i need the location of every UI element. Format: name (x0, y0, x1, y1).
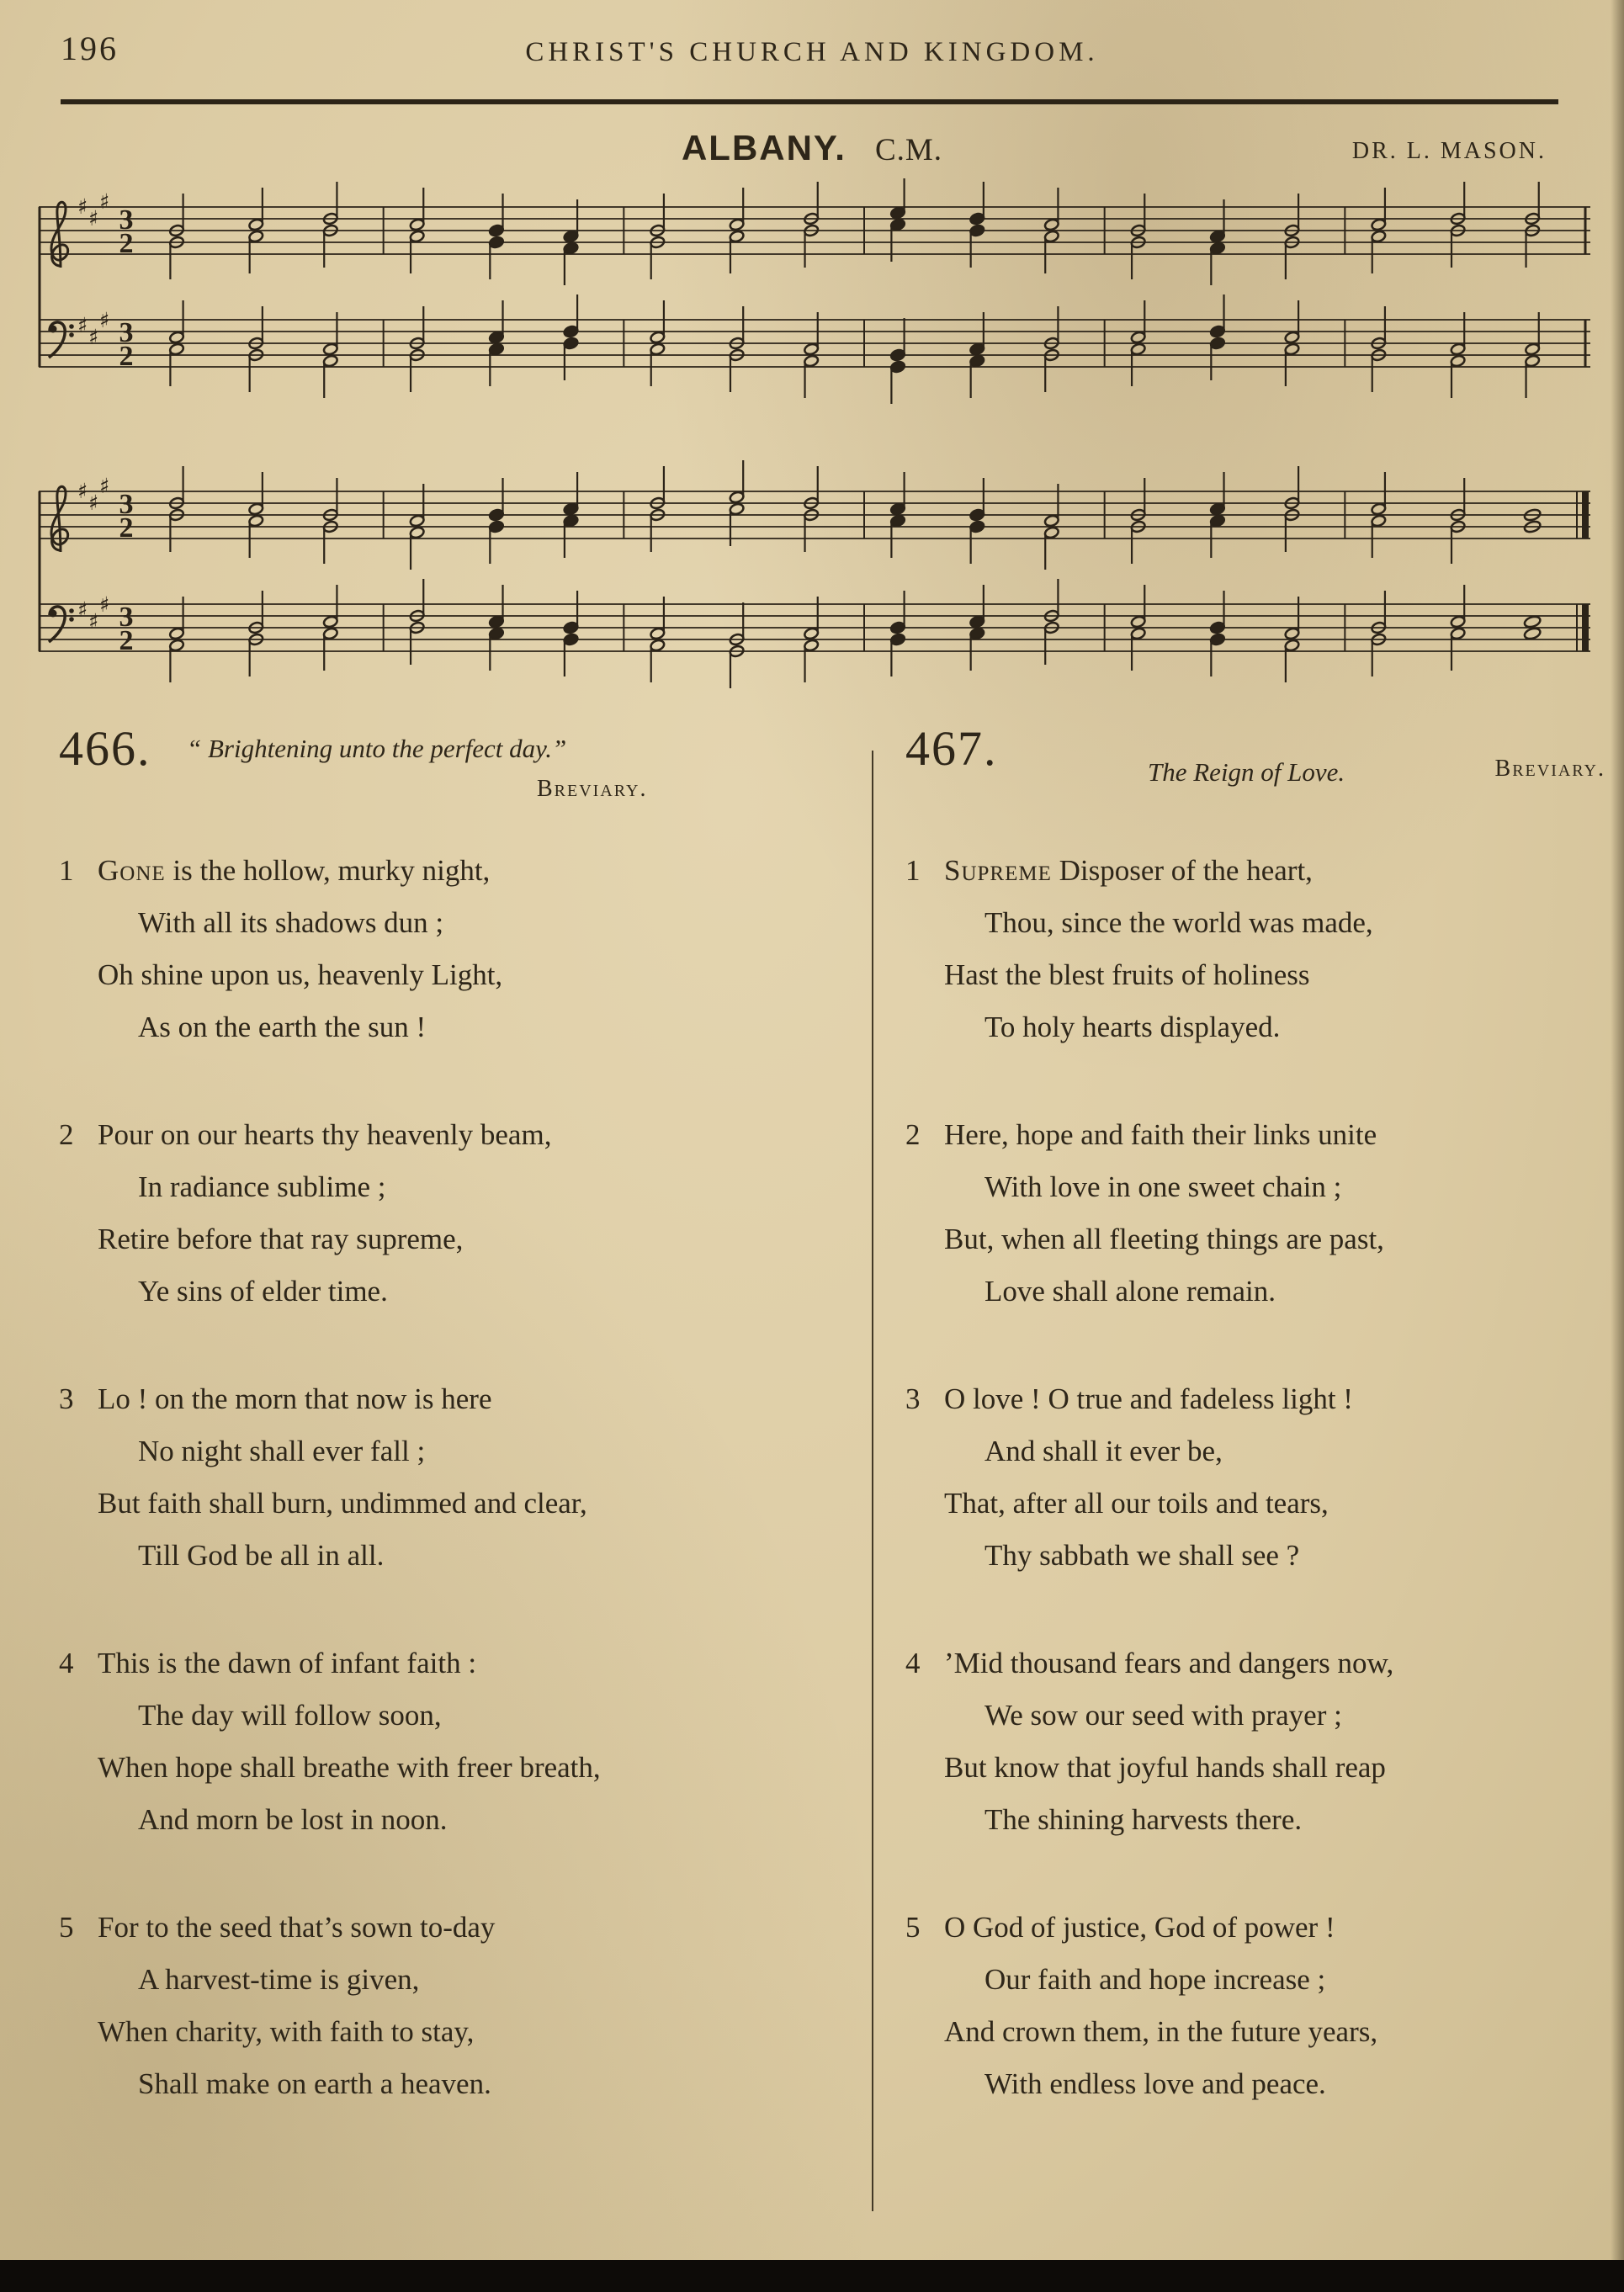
verse-line: Gone is the hollow, murky night, (98, 854, 491, 887)
verse-number: 3 (59, 1382, 74, 1415)
svg-text:3: 3 (119, 204, 134, 236)
tune-meter: C.M. (874, 133, 943, 167)
verse-line: Supreme Disposer of the heart, (944, 854, 1313, 887)
hymn-caption: The Reign of Love. (1148, 757, 1345, 787)
verse-line: Our faith and hope increase ; (984, 1963, 1326, 1996)
verse-line: But, when all fleeting things are past, (944, 1223, 1384, 1255)
lead-word: Gone (98, 854, 166, 887)
hymn-header (59, 721, 854, 845)
verse-line: As on the earth the sun ! (138, 1011, 427, 1043)
hymn-column-right (905, 721, 1607, 2166)
verse-line: With endless love and peace. (984, 2067, 1326, 2100)
verse (905, 1109, 1607, 1318)
verse-line: Thy sabbath we shall see ? (984, 1539, 1300, 1572)
svg-text:♯: ♯ (99, 308, 110, 332)
page-number: 196 (61, 29, 119, 67)
verse-line: O love ! O true and fadeless light ! (944, 1382, 1353, 1415)
svg-text:♯: ♯ (77, 194, 88, 219)
verse-line: When charity, with faith to stay, (98, 2015, 475, 2048)
hymn-header (905, 721, 1607, 845)
svg-text:♯: ♯ (88, 491, 99, 515)
verse-line: The day will follow soon, (138, 1699, 442, 1732)
verse-line: When hope shall breathe with freer breath, (98, 1751, 601, 1784)
verse (905, 1902, 1607, 2110)
verse (59, 1373, 854, 1582)
verse-number: 1 (905, 854, 921, 887)
verse-line: In radiance sublime ; (138, 1170, 386, 1203)
verse-line: The shining harvests there. (984, 1803, 1303, 1836)
verse-number: 4 (59, 1647, 74, 1679)
verse-line: Till God be all in all. (138, 1539, 385, 1572)
verse-line: And shall it ever be, (984, 1435, 1223, 1467)
hymn-column-left (59, 721, 854, 2166)
svg-text:2: 2 (119, 512, 134, 544)
verse-line: With all its shadows dun ; (138, 906, 444, 939)
verses (905, 845, 1607, 2110)
verse-number: 3 (905, 1382, 921, 1415)
svg-text:♯: ♯ (88, 325, 99, 349)
hymn-source: Breviary. (537, 776, 648, 802)
tune-composer: DR. L. MASON. (1351, 138, 1547, 164)
svg-text:3: 3 (119, 489, 134, 520)
svg-text:♯: ♯ (77, 597, 88, 622)
column-divider (872, 751, 873, 2211)
verse-line: To holy hearts displayed. (984, 1011, 1281, 1043)
page-right-edge (1611, 0, 1624, 2292)
verse-line: Love shall alone remain. (984, 1275, 1276, 1308)
verse (59, 845, 854, 1053)
hymn-number: 467. (905, 721, 998, 776)
page-bottom-edge (0, 2260, 1624, 2292)
svg-text:♯: ♯ (88, 206, 99, 231)
verse-number: 4 (905, 1647, 921, 1679)
svg-text:2: 2 (119, 341, 134, 372)
verse-line: O God of justice, God of power ! (944, 1911, 1335, 1944)
svg-text:3: 3 (119, 317, 134, 348)
svg-text:♯: ♯ (77, 313, 88, 337)
verse-line: That, after all our toils and tears, (944, 1487, 1329, 1520)
verse (905, 1637, 1607, 1846)
verse-line: ’Mid thousand fears and dangers now, (944, 1647, 1394, 1679)
verse-line: For to the seed that’s sown to-day (98, 1911, 496, 1944)
verse-line: Hast the blest fruits of holiness (944, 958, 1310, 991)
verse-line: No night shall ever fall ; (138, 1435, 426, 1467)
svg-text:2: 2 (119, 228, 134, 259)
verse-number: 2 (59, 1118, 74, 1151)
verse-line: We sow our seed with prayer ; (984, 1699, 1342, 1732)
tune-title: ALBANY. (681, 128, 846, 167)
verse-line: Ye sins of elder time. (138, 1275, 388, 1308)
verse (59, 1902, 854, 2110)
svg-text:3: 3 (119, 602, 134, 633)
verse-line: But faith shall burn, undimmed and clear, (98, 1487, 587, 1520)
verse-number: 5 (905, 1911, 921, 1944)
header-rule (61, 99, 1558, 104)
hymn-number: 466. (59, 721, 151, 776)
verse-line: Oh shine upon us, heavenly Light, (98, 958, 503, 991)
svg-text:♯: ♯ (88, 609, 99, 634)
verse-line: But know that joyful hands shall reap (944, 1751, 1386, 1784)
svg-text:♯: ♯ (99, 189, 110, 214)
verse (905, 1373, 1607, 1582)
svg-text:♯: ♯ (77, 479, 88, 503)
running-header: CHRIST'S CHURCH AND KINGDOM. (525, 37, 1099, 67)
verse-number: 2 (905, 1118, 921, 1151)
verse-number: 1 (59, 854, 74, 887)
svg-text:2: 2 (119, 625, 134, 656)
verse-line: With love in one sweet chain ; (984, 1170, 1342, 1203)
music-staves (32, 178, 1594, 700)
verse (905, 845, 1607, 1053)
verse-line: A harvest-time is given, (138, 1963, 420, 1996)
lead-word: Supreme (944, 854, 1052, 887)
hymn-source: Breviary. (1494, 756, 1605, 782)
music-notation (32, 178, 1594, 700)
verse (59, 1637, 854, 1846)
verse-line: And morn be lost in noon. (138, 1803, 448, 1836)
verse-line: Lo ! on the morn that now is here (98, 1382, 492, 1415)
verse-line: Shall make on earth a heaven. (138, 2067, 491, 2100)
verse-line: Retire before that ray supreme, (98, 1223, 464, 1255)
verse-line: And crown them, in the future years, (944, 2015, 1378, 2048)
verse-line: Here, hope and faith their links unite (944, 1118, 1377, 1151)
svg-text:♯: ♯ (99, 474, 110, 498)
verse-line: Pour on our hearts thy heavenly beam, (98, 1118, 552, 1151)
verse-line: Thou, since the world was made, (984, 906, 1373, 939)
verse-number: 5 (59, 1911, 74, 1944)
verse-line: This is the dawn of infant faith : (98, 1647, 477, 1679)
verse (59, 1109, 854, 1318)
svg-text:♯: ♯ (99, 592, 110, 617)
verses (59, 845, 854, 2110)
hymn-caption: “ Brightening unto the perfect day.” (187, 734, 567, 763)
